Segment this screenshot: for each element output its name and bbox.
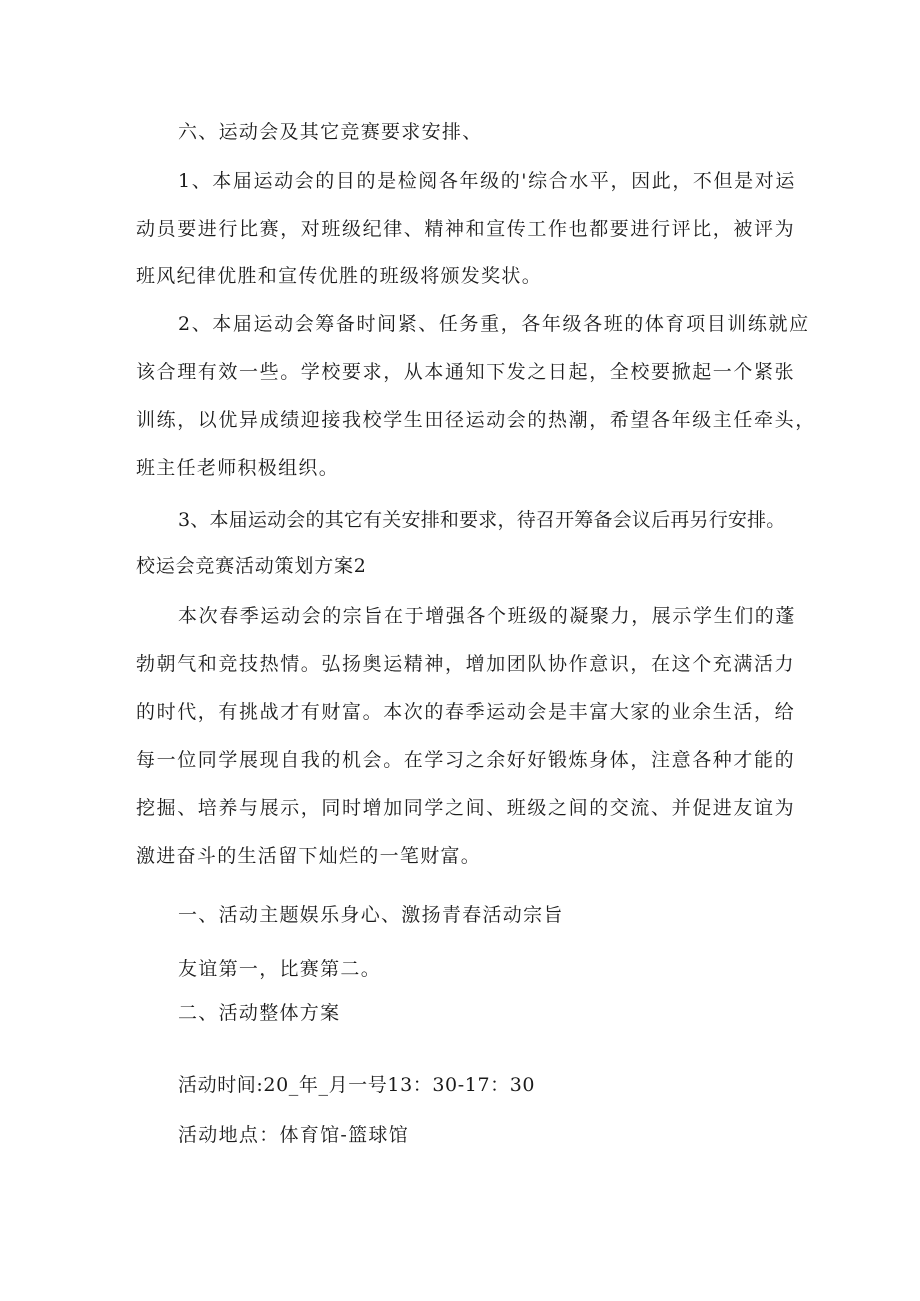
overall-plan-heading: 二、活动整体方案 — [178, 1002, 341, 1024]
intro-line6: 激进奋斗的生活留下灿烂的一笔财富。 — [136, 845, 482, 867]
item3-line: 3、本届运动会的其它有关安排和要求，待召开筹备会议后再另行安排。 — [178, 509, 786, 531]
item1-line2: 动员要进行比赛，对班级纪律、精神和宣传工作也都要进行评比，被评为 — [136, 218, 796, 240]
activity-place-line: 活动地点：体育馆-篮球馆 — [178, 1124, 410, 1146]
item2-line3: 训练，以优异成绩迎接我校学生田径运动会的热潮，希望各年级主任牵头， — [136, 409, 816, 431]
item1-line1: 1、本届运动会的目的是检阅各年级的'综合水平，因此，不但是对运 — [178, 170, 796, 192]
intro-line2: 勃朝气和竞技热情。弘扬奥运精神，增加团队协作意识，在这个充满活力 — [136, 653, 796, 675]
section-heading-six: 六、运动会及其它竞赛要求安排、 — [178, 121, 483, 143]
item2-line4: 班主任老师积极组织。 — [136, 457, 340, 479]
motto-line: 友谊第一，比赛第二。 — [178, 958, 382, 980]
intro-line3: 的时代，有挑战才有财富。本次的春季运动会是丰富大家的业余生活，给 — [136, 701, 796, 723]
item1-line3: 班风纪律优胜和宣传优胜的班级将颁发奖状。 — [136, 265, 543, 287]
intro-line1: 本次春季运动会的宗旨在于增强各个班级的凝聚力，展示学生们的蓬 — [178, 605, 797, 627]
intro-line5: 挖掘、培养与展示，同时增加同学之间、班级之间的交流、并促进友谊为 — [136, 797, 796, 819]
item2-line2: 该合理有效一些。学校要求，从本通知下发之日起，全校要掀起一个紧张 — [136, 361, 796, 383]
item2-line1: 2、本届运动会筹备时间紧、任务重，各年级各班的体育项目训练就应 — [178, 313, 810, 335]
plan2-title: 校运会竞赛活动策划方案2 — [136, 555, 367, 577]
intro-line4: 每一位同学展现自我的机会。在学习之余好好锻炼身体，注意各种才能的 — [136, 749, 796, 771]
activity-time-line: 活动时间:20_年_月一号13：30-17：30 — [178, 1074, 536, 1096]
theme-heading: 一、活动主题娱乐身心、激扬青春活动宗旨 — [178, 904, 564, 926]
